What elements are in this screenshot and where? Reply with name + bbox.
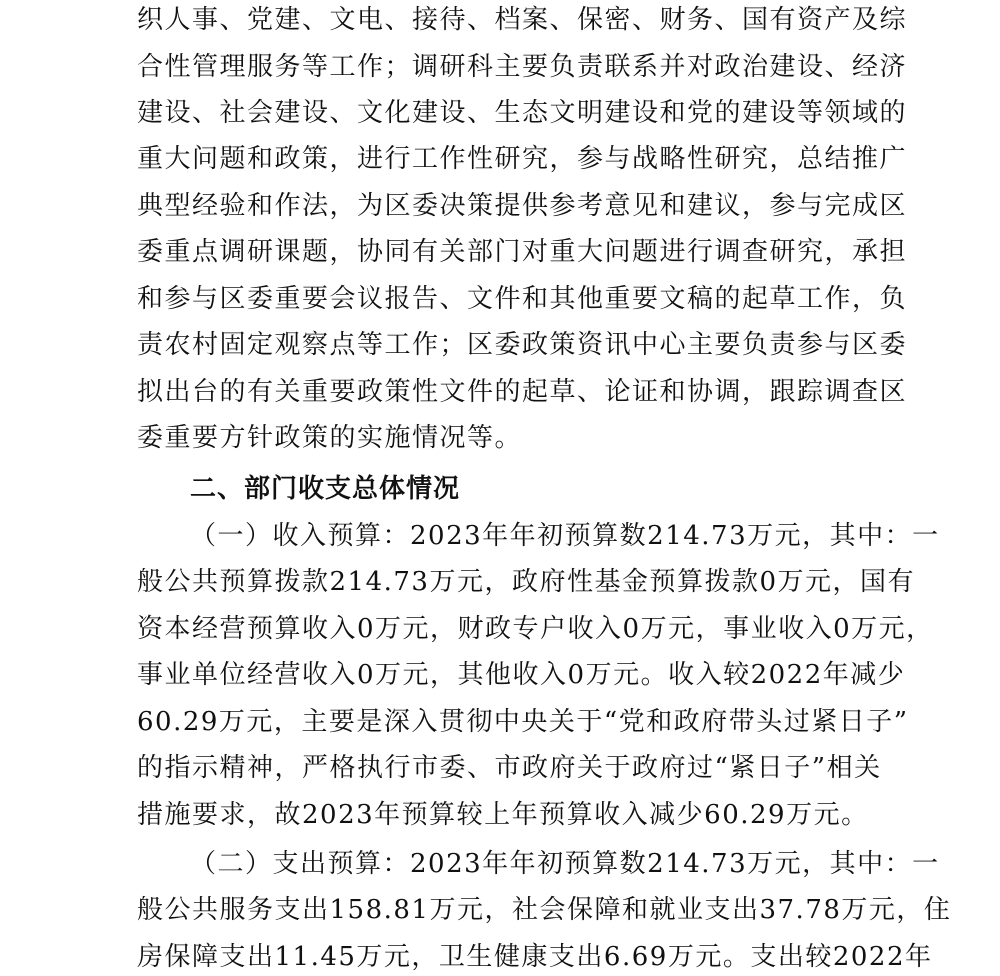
- text-line: 典型经验和作法，为区委决策提供参考意见和建议，参与完成区: [137, 191, 908, 221]
- text-line: 委重要方针政策的实施情况等。: [137, 423, 523, 453]
- paragraph-first-line: （二）支出预算：2023年年初预算数214.73万元，其中：一: [190, 849, 940, 879]
- text-line: 建设、社会建设、文化建设、生态文明建设和党的建设等领域的: [137, 98, 908, 128]
- text-line: 委重点调研课题，协同有关部门对重大问题进行调查研究，承担: [137, 237, 908, 267]
- text-line: 事业单位经营收入0万元，其他收入0万元。收入较2022年减少: [137, 660, 906, 690]
- text-line: 合性管理服务等工作；调研科主要负责联系并对政治建设、经济: [137, 52, 908, 82]
- text-line: 的指示精神，严格执行市委、市政府关于政府过“紧日子”相关: [137, 753, 882, 783]
- text-line: 资本经营预算收入0万元，财政专户收入0万元，事业收入0万元，: [137, 614, 934, 644]
- text-line: 拟出台的有关重要政策性文件的起草、论证和协调，跟踪调查区: [137, 377, 908, 407]
- section-heading: 二、部门收支总体情况: [190, 474, 461, 504]
- text-line: 措施要求，故2023年预算较上年预算收入减少60.29万元。: [137, 800, 869, 830]
- text-line: 般公共预算拨款214.73万元，政府性基金预算拨款0万元，国有: [137, 567, 916, 597]
- text-line: 织人事、党建、文电、接待、档案、保密、财务、国有资产及综: [137, 5, 908, 35]
- text-line: 般公共服务支出158.81万元，社会保障和就业支出37.78万元，住: [137, 895, 952, 925]
- paragraph-first-line: （一）收入预算：2023年年初预算数214.73万元，其中：一: [190, 521, 940, 551]
- text-line: 房保障支出11.45万元，卫生健康支出6.69万元。支出较2022年: [137, 942, 933, 972]
- text-line: 和参与区委重要会议报告、文件和其他重要文稿的起草工作，负: [137, 284, 908, 314]
- text-line: 责农村固定观察点等工作；区委政策资讯中心主要负责参与区委: [137, 330, 908, 360]
- text-line: 60.29万元，主要是深入贯彻中央关于“党和政府带头过紧日子”: [137, 707, 909, 737]
- text-line: 重大问题和政策，进行工作性研究，参与战略性研究，总结推广: [137, 144, 908, 174]
